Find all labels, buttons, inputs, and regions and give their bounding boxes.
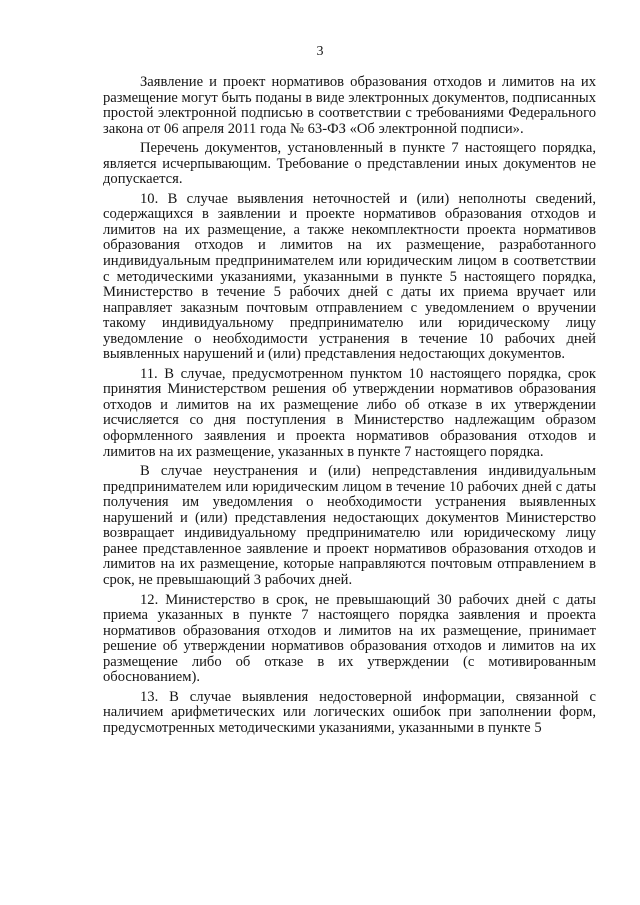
- page-number: 3: [316, 44, 324, 59]
- paragraph-document-list: Перечень документов, установленный в пункте 7 настоящего порядка, является исчерпывающим. Требование о представлении иных документов не допускается.: [103, 140, 596, 188]
- paragraph-item-12: 12. Министерство в срок, не превышающий 30 рабочих дней с даты приема указанных в пункте 7 настоящего порядка заявления и проекта нормативов образования отходов и лимитов на их размещение, принимает решение об утверждении нормативов образования отходов и лимитов на их размещение либо об отказе в их утверждении (с мотивированным обоснованием).: [103, 591, 596, 686]
- paragraph-electronic-submission: Заявление и проект нормативов образования отходов и лимитов на их размещение могут быть поданы в виде электронных документов, подписанных простой электронной подписью в соответствии с требованиями Федерального закона от 06 апреля 2011 года № 63-ФЗ «Об электронной подписи».: [103, 74, 596, 137]
- paragraph-nonremedy: В случае неустранения и (или) непредставления индивидуальным предпринимателем или юридическим лицом в течение 10 рабочих дней с даты получения им уведомления о необходимости устранения выявленных нарушений и (или) представления недостающих документов Министерство возвращает индивидуальному предпринимателю или юридическому лицу ранее представленное заявление и проект нормативов образования отходов и лимитов на их размещение, которые направляются почтовым отправлением в срок, не превышающий 3 рабочих дней.: [103, 463, 596, 588]
- paragraph-item-10: 10. В случае выявления неточностей и (или) неполноты сведений, содержащихся в заявлении и проекте нормативов образования отходов и лимитов на их размещение, а также некомплектности проекта нормативов образования отходов и лимитов на их размещение, разработанного индивидуальным предпринимателем или юридическим лицом в соответствии с методическими указаниями, указанными в пункте 5 настоящего порядка, Министерство в течение 5 рабочих дней с даты их приема вручает или направляет заказным почтовым отправлением с уведомлением о вручении такому индивидуальному предпринимателю или юридическому лицу уведомление о необходимости устранения в течение 10 рабочих дней выявленных нарушений и (или) представления недостающих документов.: [103, 190, 596, 363]
- paragraph-item-13: 13. В случае выявления недостоверной информации, связанной с наличием арифметических или логических ошибок при заполнении форм, предусмотренных методическими указаниями, указанными в пункте 5: [103, 688, 596, 736]
- paragraph-item-11: 11. В случае, предусмотренном пунктом 10 настоящего порядка, срок принятия Министерством решения об утверждении нормативов образования отходов и лимитов на их размещение либо об отказе в их утверждении исчисляется со дня поступления в Министерство надлежащим образом оформленного заявления и проекта нормативов образования отходов и лимитов на их размещение, указанных в пункте 7 настоящего порядка.: [103, 365, 596, 460]
- document-body: [103, 75, 596, 740]
